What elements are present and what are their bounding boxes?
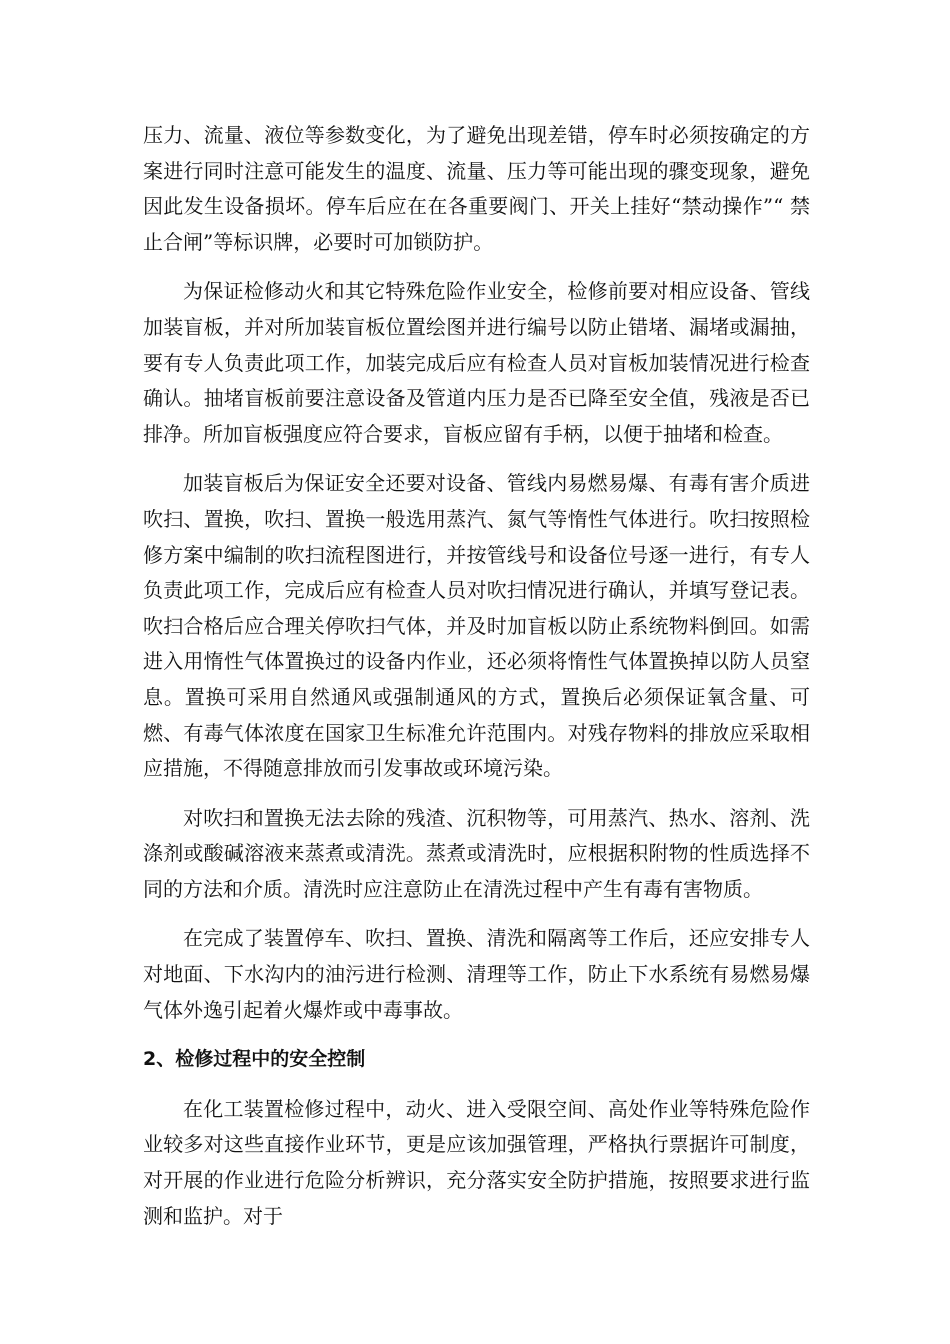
paragraph-drain-inspection: 在完成了装置停车、吹扫、置换、清洗和隔离等工作后，还应安排专人对地面、下水沟内的油污进行检测、清理等工作，防止下水系统有易燃易爆气体外逸引起着火爆炸或中毒事故。 bbox=[143, 926, 810, 1022]
paragraph-cleaning: 对吹扫和置换无法去除的残渣、沉积物等，可用蒸汽、热水、溶剂、洗涤剂或酸碱溶液来蒸煮或清洗。蒸煮或清洗时，应根据积附物的性质选择不同的方法和介质。清洗时应注意防止在清洗过程中产生有毒有害物质。 bbox=[143, 805, 810, 901]
paragraph-maintenance-safety: 在化工装置检修过程中，动火、进入受限空间、高处作业等特殊危险作业较多对这些直接作业环节，更是应该加强管理，严格执行票据许可制度，对开展的作业进行危险分析辨识，充分落实安全防护措施，按照要求进行监测和监护。对于 bbox=[143, 1096, 810, 1228]
paragraph-blind-plates: 为保证检修动火和其它特殊危险作业安全，检修前要对相应设备、管线加装盲板，并对所加装盲板位置绘图并进行编号以防止错堵、漏堵或漏抽，要有专人负责此项工作，加装完成后应有检查人员对盲板加装情况进行检查确认。抽堵盲板前要注意设备及管道内压力是否已降至安全值，残液是否已排净。所加盲板强度应符合要求，盲板应留有手柄，以便于抽堵和检查。 bbox=[143, 279, 810, 446]
paragraph-shutdown-continued: 压力、流量、液位等参数变化，为了避免出现差错，停车时必须按确定的方案进行同时注意可能发生的温度、流量、压力等可能出现的骤变现象，避免因此发生设备损坏。停车后应在在各重要阀门、开关上挂好“禁动操作”“ 禁止合闸”等标识牌，必要时可加锁防护。 bbox=[143, 123, 810, 254]
paragraph-purging-replacement: 加装盲板后为保证安全还要对设备、管线内易燃易爆、有毒有害介质进吹扫、置换，吹扫、置换一般选用蒸汽、氮气等惰性气体进行。吹扫按照检修方案中编制的吹扫流程图进行，并按管线号和设备位号逐一进行，有专人负责此项工作，完成后应有检查人员对吹扫情况进行确认，并填写登记表。吹扫合格后应合理关停吹扫气体，并及时加盲板以防止系统物料倒回。如需进入用惰性气体置换过的设备内作业，还必须将惰性气体置换掉以防人员窒息。置换可采用自然通风或强制通风的方式，置换后必须保证氧含量、可燃、有毒气体浓度在国家卫生标准允许范围内。对残存物料的排放应采取相应措施，不得随意排放而引发事故或环境污染。 bbox=[143, 471, 810, 781]
document-body bbox=[143, 118, 810, 1248]
section-heading: 2、检修过程中的安全控制 bbox=[143, 1048, 366, 1071]
